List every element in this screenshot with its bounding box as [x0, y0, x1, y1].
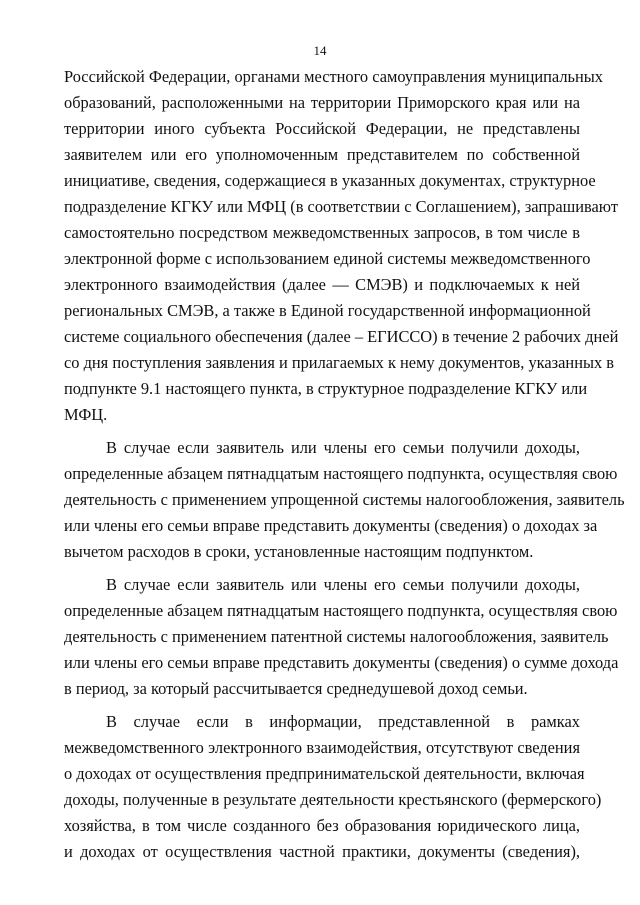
- text-line: или члены его семьи вправе представить документы (сведения) о сумме дохода: [64, 653, 619, 672]
- text-line: подпункте 9.1 настоящего пункта, в структурное подразделение КГКУ или: [64, 379, 588, 398]
- text-line: электронного взаимодействия (далее — СМЭВ) и подключаемых к ней: [64, 275, 580, 294]
- text-line: региональных СМЭВ, а также в Единой государственной информационной: [64, 301, 591, 320]
- text-line: В случае если заявитель или члены его семьи получили доходы,: [106, 575, 580, 594]
- text-line: деятельность с применением упрощенной системы налогообложения, заявитель: [64, 490, 625, 509]
- text-line: или члены его семьи вправе представить документы (сведения) о доходах за: [64, 516, 598, 535]
- paragraph-4: [64, 709, 602, 865]
- text-line: вычетом расходов в сроки, установленные настоящим подпунктом.: [64, 542, 534, 561]
- text-line: электронной форме с использованием единой системы межведомственного: [64, 249, 591, 268]
- text-line: подразделение КГКУ или МФЦ (в соответствии с Соглашением), запрашивают: [64, 197, 618, 216]
- page-number: 14: [313, 43, 327, 58]
- text-line: Российской Федерации, органами местного самоуправления муниципальных: [64, 67, 603, 86]
- text-line: со дня поступления заявления и прилагаемых к нему документов, указанных в: [64, 353, 615, 372]
- text-line: о доходах от осуществления предпринимательской деятельности, включая: [64, 764, 585, 783]
- text-line: инициативе, сведения, содержащиеся в указанных документах, структурное: [64, 171, 596, 190]
- paragraph-3: [64, 572, 619, 702]
- text-line: образований, расположенными на территории Приморского края или на: [64, 93, 580, 112]
- text-line: заявителем или его уполномоченным представителем по собственной: [64, 145, 580, 164]
- text-line: определенные абзацем пятнадцатым настоящего подпункта, осуществляя свою: [64, 601, 618, 620]
- text-line: МФЦ.: [64, 405, 108, 424]
- paragraph-2: [64, 435, 625, 565]
- text-line: доходы, полученные в результате деятельности крестьянского (фермерского): [64, 790, 602, 809]
- text-line: в период, за который рассчитывается среднедушевой доход семьи.: [64, 679, 528, 698]
- text-line: межведомственного электронного взаимодействия, отсутствуют сведения: [64, 738, 580, 757]
- text-line: и доходах от осуществления частной практики, документы (сведения),: [64, 842, 580, 861]
- text-line: хозяйства, в том числе созданного без образования юридического лица,: [64, 816, 580, 835]
- paragraph-1: [64, 64, 619, 428]
- text-line: определенные абзацем пятнадцатым настоящего подпункта, осуществляя свою: [64, 464, 618, 483]
- text-line: деятельность с применением патентной системы налогообложения, заявитель: [64, 627, 609, 646]
- text-line: самостоятельно посредством межведомственных запросов, в том числе в: [64, 223, 580, 242]
- text-line: системе социального обеспечения (далее – ЕГИССО) в течение 2 рабочих дней: [64, 327, 619, 346]
- text-line: территории иного субъекта Российской Федерации, не представлены: [64, 119, 580, 138]
- text-line: В случае если заявитель или члены его семьи получили доходы,: [106, 438, 580, 457]
- document-body: [64, 64, 625, 865]
- text-line: В случае если в информации, представленной в рамках: [106, 712, 580, 731]
